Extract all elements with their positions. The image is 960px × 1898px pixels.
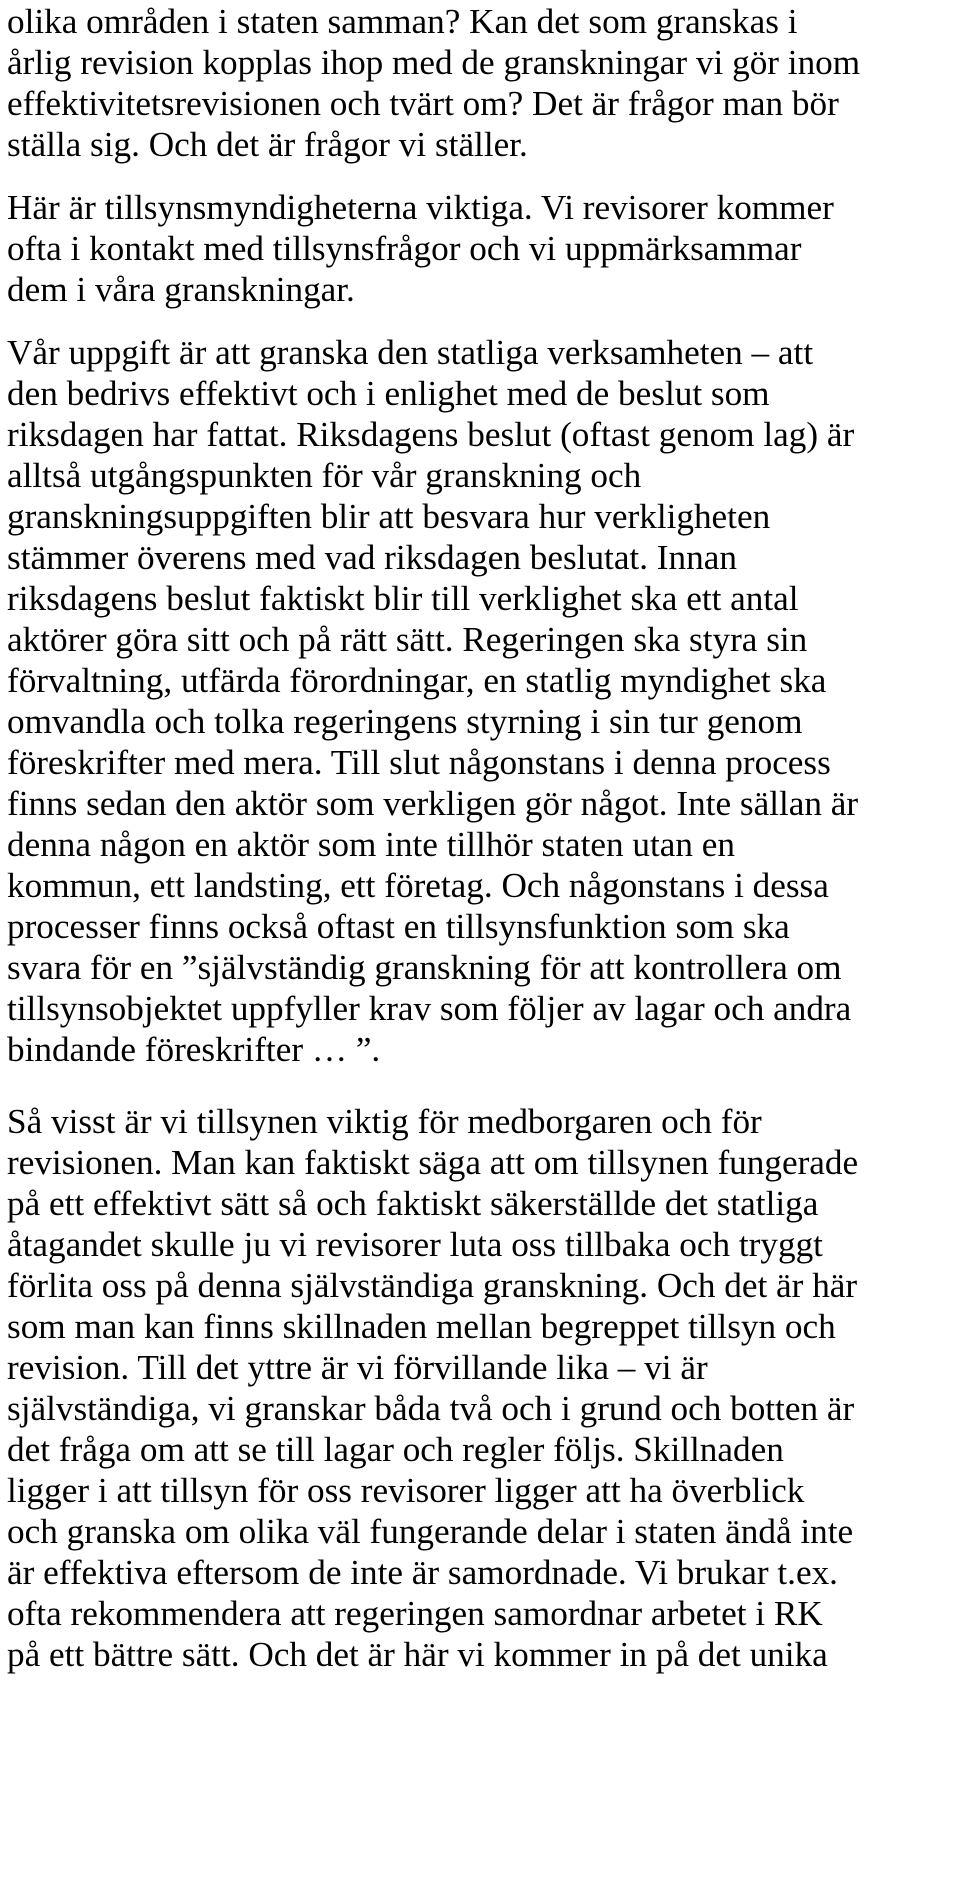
text-line: förlita oss på denna självständiga granskning. Och det är här (7, 1266, 858, 1305)
text-line: svara för en ”självständig granskning för att kontrollera om (7, 948, 842, 987)
text-line: ligger i att tillsyn för oss revisorer ligger att ha överblick (7, 1471, 805, 1510)
text-line: granskningsuppgiften blir att besvara hur verkligheten (7, 497, 771, 536)
text-line: revision. Till det yttre är vi förvillande lika – vi är (7, 1348, 708, 1387)
text-line: den bedrivs effektivt och i enlighet med de beslut som (7, 374, 770, 413)
text-line: processer finns också oftast en tillsynsfunktion som ska (7, 907, 790, 946)
text-line: ofta rekommendera att regeringen samordnar arbetet i RK (7, 1594, 823, 1633)
text-line: finns sedan den aktör som verkligen gör något. Inte sällan är (7, 784, 859, 823)
text-line: åtagandet skulle ju vi revisorer luta oss tillbaka och tryggt (7, 1225, 823, 1264)
text-line: Så visst är vi tillsynen viktig för medborgaren och för (7, 1102, 762, 1141)
text-line: riksdagen har fattat. Riksdagens beslut (oftast genom lag) är (7, 415, 855, 454)
text-line: Här är tillsynsmyndigheterna viktiga. Vi revisorer kommer (7, 188, 834, 227)
text-line: denna någon en aktör som inte tillhör staten utan en (7, 825, 735, 864)
text-line: är effektiva eftersom de inte är samordnade. Vi brukar t.ex. (7, 1553, 838, 1592)
text-line: riksdagens beslut faktiskt blir till verklighet ska ett antal (7, 579, 799, 618)
text-line: tillsynsobjektet uppfyller krav som följer av lagar och andra (7, 989, 852, 1028)
text-line: stämmer överens med vad riksdagen beslutat. Innan (7, 538, 737, 577)
text-line: ställa sig. Och det är frågor vi ställer. (7, 125, 528, 164)
text-line: årlig revision kopplas ihop med de granskningar vi gör inom (7, 43, 861, 82)
text-line: som man kan finns skillnaden mellan begreppet tillsyn och (7, 1307, 836, 1346)
text-line: alltså utgångspunkten för vår granskning och (7, 456, 642, 495)
text-line: Vår uppgift är att granska den statliga verksamheten – att (7, 333, 814, 372)
text-line: effektivitetsrevisionen och tvärt om? Det är frågor man bör (7, 84, 839, 123)
text-line: ofta i kontakt med tillsynsfrågor och vi uppmärksammar (7, 229, 802, 268)
text-line: självständiga, vi granskar båda två och i grund och botten är (7, 1389, 855, 1428)
text-line: olika områden i staten samman? Kan det som granskas i (7, 2, 798, 41)
text-line: aktörer göra sitt och på rätt sätt. Regeringen ska styra sin (7, 620, 808, 659)
text-line: och granska om olika väl fungerande delar i staten ändå inte (7, 1512, 854, 1551)
text-line: kommun, ett landsting, ett företag. Och någonstans i dessa (7, 866, 829, 905)
text-line: förvaltning, utfärda förordningar, en statlig myndighet ska (7, 661, 827, 700)
text-line: på ett effektivt sätt så och faktiskt säkerställde det statliga (7, 1184, 819, 1223)
text-line: bindande föreskrifter … ”. (7, 1030, 381, 1069)
text-line: det fråga om att se till lagar och regler följs. Skillnaden (7, 1430, 784, 1469)
text-line: på ett bättre sätt. Och det är här vi kommer in på det unika (7, 1635, 828, 1674)
text-line: föreskrifter med mera. Till slut någonstans i denna process (7, 743, 831, 782)
text-line: revisionen. Man kan faktiskt säga att om tillsynen fungerade (7, 1143, 859, 1182)
text-line: dem i våra granskningar. (7, 270, 355, 309)
text-line: omvandla och tolka regeringens styrning i sin tur genom (7, 702, 803, 741)
